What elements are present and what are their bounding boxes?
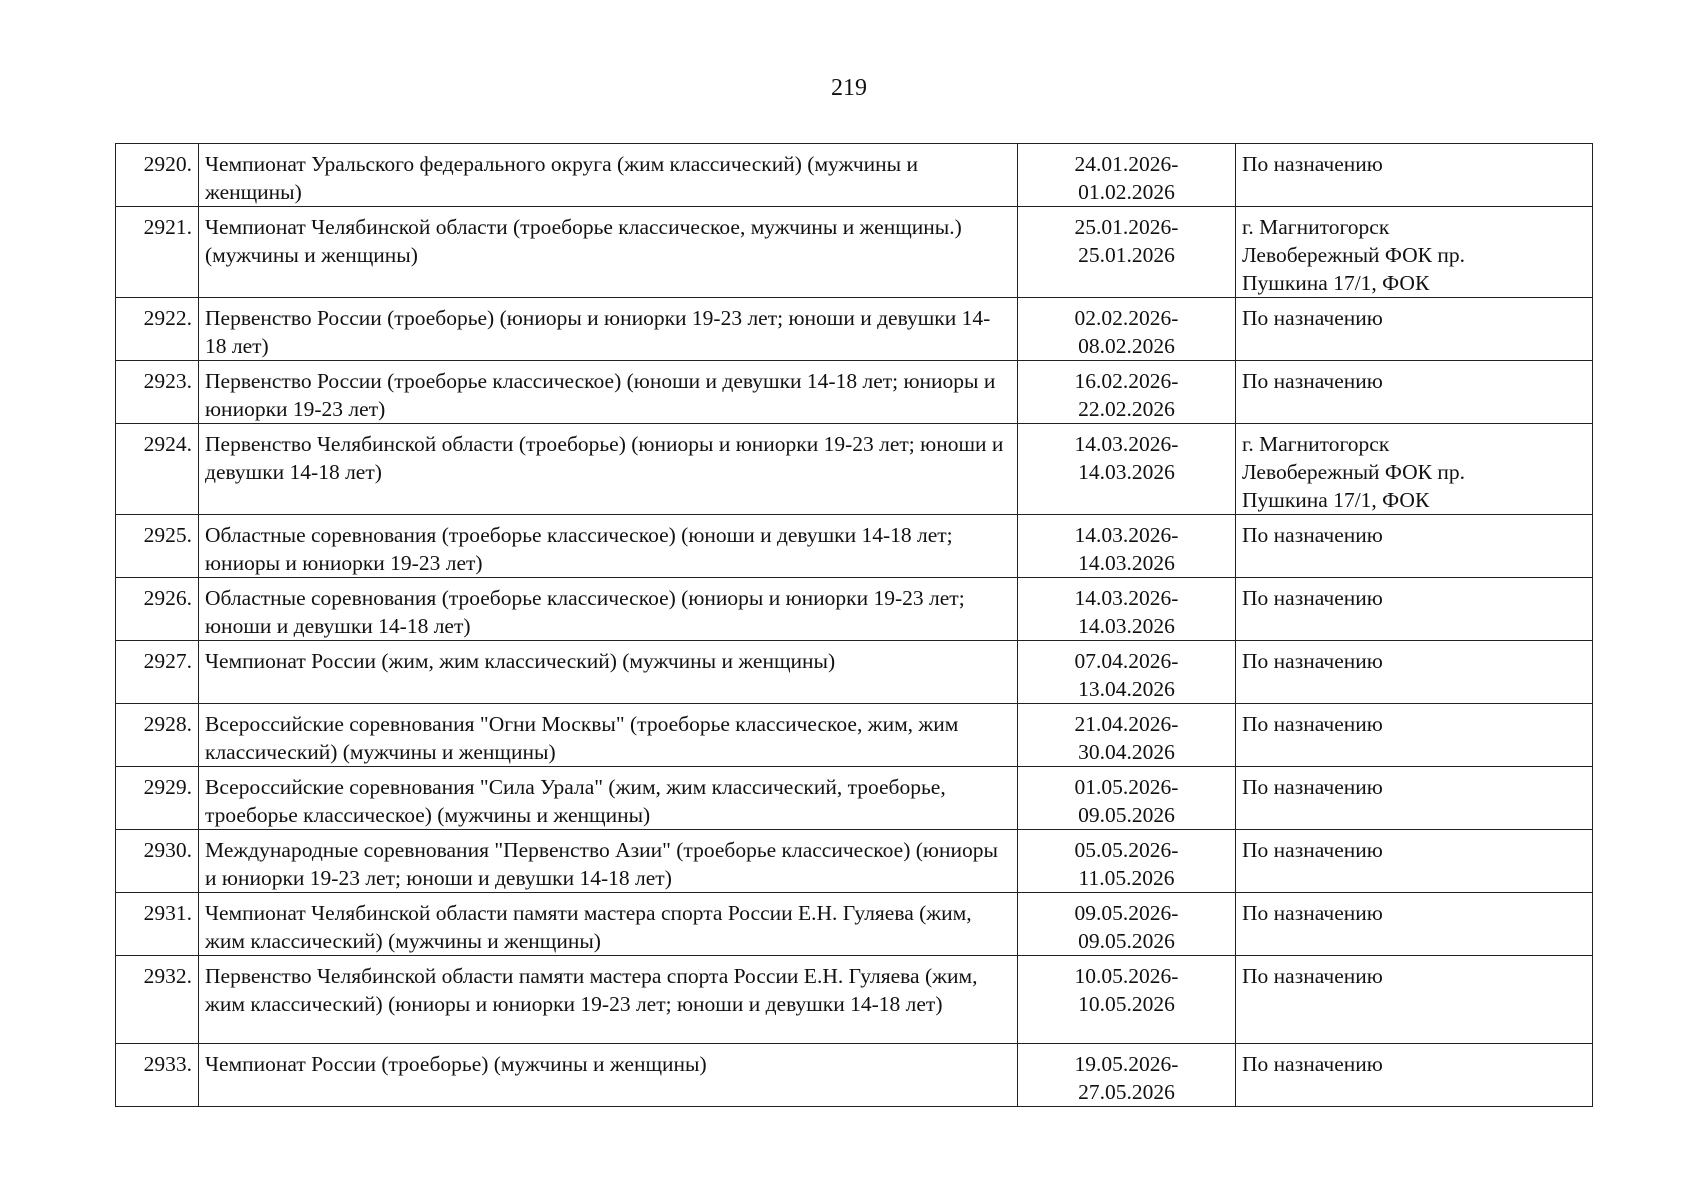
place-line: По назначению	[1242, 649, 1383, 673]
row-number: 2924.	[116, 424, 199, 515]
place-line: Левобережный ФОК пр.	[1242, 243, 1466, 267]
date-to: 14.03.2026	[1078, 551, 1175, 575]
event-dates	[1018, 361, 1236, 424]
row-number: 2920.	[116, 144, 199, 207]
row-number: 2921.	[116, 207, 199, 298]
event-place	[1236, 956, 1593, 1044]
place-line: По назначению	[1242, 901, 1383, 925]
event-place	[1236, 361, 1593, 424]
date-from: 14.03.2026-	[1074, 523, 1179, 547]
place-line: г. Магнитогорск	[1242, 432, 1390, 456]
event-name: Областные соревнования (троеборье классическое) (юниоры и юниорки 19-23 лет; юноши и девушки 14-18 лет)	[199, 578, 1018, 641]
event-place	[1236, 704, 1593, 767]
event-dates	[1018, 424, 1236, 515]
date-from: 10.05.2026-	[1074, 964, 1179, 988]
place-line: По назначению	[1242, 586, 1383, 610]
event-place	[1236, 424, 1593, 515]
event-name: Областные соревнования (троеборье классическое) (юноши и девушки 14-18 лет; юниоры и юниорки 19-23 лет)	[199, 515, 1018, 578]
table-row	[116, 515, 1593, 578]
date-to: 27.05.2026	[1078, 1080, 1175, 1104]
event-dates	[1018, 207, 1236, 298]
row-number: 2927.	[116, 641, 199, 704]
event-place	[1236, 830, 1593, 893]
place-line: По назначению	[1242, 1052, 1383, 1076]
date-to: 09.05.2026	[1078, 803, 1175, 827]
event-name: Всероссийские соревнования "Огни Москвы" (троеборье классическое, жим, жим классический) (мужчины и женщины)	[199, 704, 1018, 767]
event-place	[1236, 207, 1593, 298]
place-line: Левобережный ФОК пр.	[1242, 460, 1466, 484]
table-row	[116, 361, 1593, 424]
date-from: 01.05.2026-	[1074, 775, 1179, 799]
event-name: Чемпионат Уральского федерального округа (жим классический) (мужчины и женщины)	[199, 144, 1018, 207]
place-line: По назначению	[1242, 523, 1383, 547]
date-to: 08.02.2026	[1078, 334, 1175, 358]
date-from: 07.04.2026-	[1074, 649, 1179, 673]
event-dates	[1018, 830, 1236, 893]
event-name: Первенство Челябинской области (троеборье) (юниоры и юниорки 19-23 лет; юноши и девушки 14-18 лет)	[199, 424, 1018, 515]
date-from: 02.02.2026-	[1074, 306, 1179, 330]
event-name: Первенство России (троеборье) (юниоры и юниорки 19-23 лет; юноши и девушки 14-18 лет)	[199, 298, 1018, 361]
row-number: 2922.	[116, 298, 199, 361]
event-dates	[1018, 578, 1236, 641]
place-line: г. Магнитогорск	[1242, 215, 1390, 239]
event-place	[1236, 298, 1593, 361]
place-line: По назначению	[1242, 369, 1383, 393]
event-place	[1236, 515, 1593, 578]
table-row	[116, 767, 1593, 830]
row-number: 2926.	[116, 578, 199, 641]
row-number: 2923.	[116, 361, 199, 424]
event-dates	[1018, 641, 1236, 704]
date-to: 14.03.2026	[1078, 614, 1175, 638]
row-number: 2930.	[116, 830, 199, 893]
event-dates	[1018, 515, 1236, 578]
table-row	[116, 207, 1593, 298]
event-dates	[1018, 956, 1236, 1044]
date-to: 13.04.2026	[1078, 677, 1175, 701]
date-from: 21.04.2026-	[1074, 712, 1179, 736]
place-line: По назначению	[1242, 964, 1383, 988]
event-place	[1236, 144, 1593, 207]
event-dates	[1018, 144, 1236, 207]
row-number: 2931.	[116, 893, 199, 956]
event-dates	[1018, 298, 1236, 361]
event-place	[1236, 641, 1593, 704]
event-dates	[1018, 704, 1236, 767]
event-name: Первенство Челябинской области памяти мастера спорта России Е.Н. Гуляева (жим, жим классический) (юниоры и юниорки 19-23 лет; юноши и девушки 14-18 лет)	[199, 956, 1018, 1044]
event-dates	[1018, 767, 1236, 830]
date-to: 09.05.2026	[1078, 929, 1175, 953]
event-place	[1236, 767, 1593, 830]
place-line: Пушкина 17/1, ФОК	[1242, 488, 1430, 512]
date-from: 16.02.2026-	[1074, 369, 1179, 393]
date-to: 25.01.2026	[1078, 243, 1175, 267]
table-row	[116, 704, 1593, 767]
table-row	[116, 893, 1593, 956]
table-row	[116, 424, 1593, 515]
table-row	[116, 144, 1593, 207]
place-line: По назначению	[1242, 838, 1383, 862]
place-line: По назначению	[1242, 712, 1383, 736]
row-number: 2929.	[116, 767, 199, 830]
table-row	[116, 298, 1593, 361]
event-name: Чемпионат России (троеборье) (мужчины и женщины)	[199, 1044, 1018, 1107]
table-row	[116, 830, 1593, 893]
event-place	[1236, 1044, 1593, 1107]
place-line: Пушкина 17/1, ФОК	[1242, 271, 1430, 295]
row-number: 2928.	[116, 704, 199, 767]
date-to: 30.04.2026	[1078, 740, 1175, 764]
event-name: Международные соревнования "Первенство Азии" (троеборье классическое) (юниоры и юниорки 19-23 лет; юноши и девушки 14-18 лет)	[199, 830, 1018, 893]
event-name: Чемпионат России (жим, жим классический) (мужчины и женщины)	[199, 641, 1018, 704]
date-from: 14.03.2026-	[1074, 586, 1179, 610]
place-line: По назначению	[1242, 152, 1383, 176]
row-number: 2933.	[116, 1044, 199, 1107]
event-place	[1236, 578, 1593, 641]
date-to: 10.05.2026	[1078, 992, 1175, 1016]
event-dates	[1018, 893, 1236, 956]
event-name: Чемпионат Челябинской области памяти мастера спорта России Е.Н. Гуляева (жим, жим классический) (мужчины и женщины)	[199, 893, 1018, 956]
table-row	[116, 578, 1593, 641]
date-from: 24.01.2026-	[1074, 152, 1179, 176]
date-from: 05.05.2026-	[1074, 838, 1179, 862]
table-row	[116, 641, 1593, 704]
event-name: Первенство России (троеборье классическое) (юноши и девушки 14-18 лет; юниоры и юниорки 19-23 лет)	[199, 361, 1018, 424]
page-number: 219	[831, 75, 867, 101]
events-table-body	[116, 144, 1593, 1107]
date-to: 14.03.2026	[1078, 460, 1175, 484]
date-to: 11.05.2026	[1078, 866, 1175, 890]
date-to: 22.02.2026	[1078, 397, 1175, 421]
event-name: Чемпионат Челябинской области (троеборье классическое, мужчины и женщины.) (мужчины и женщины)	[199, 207, 1018, 298]
event-dates	[1018, 1044, 1236, 1107]
events-table	[115, 143, 1593, 1107]
event-name: Всероссийские соревнования "Сила Урала" (жим, жим классический, троеборье, троеборье классическое) (мужчины и женщины)	[199, 767, 1018, 830]
table-row	[116, 956, 1593, 1044]
date-from: 25.01.2026-	[1074, 215, 1179, 239]
date-to: 01.02.2026	[1078, 180, 1175, 204]
place-line: По назначению	[1242, 775, 1383, 799]
row-number: 2932.	[116, 956, 199, 1044]
place-line: По назначению	[1242, 306, 1383, 330]
event-place	[1236, 893, 1593, 956]
date-from: 19.05.2026-	[1074, 1052, 1179, 1076]
date-from: 14.03.2026-	[1074, 432, 1179, 456]
date-from: 09.05.2026-	[1074, 901, 1179, 925]
row-number: 2925.	[116, 515, 199, 578]
table-row	[116, 1044, 1593, 1107]
